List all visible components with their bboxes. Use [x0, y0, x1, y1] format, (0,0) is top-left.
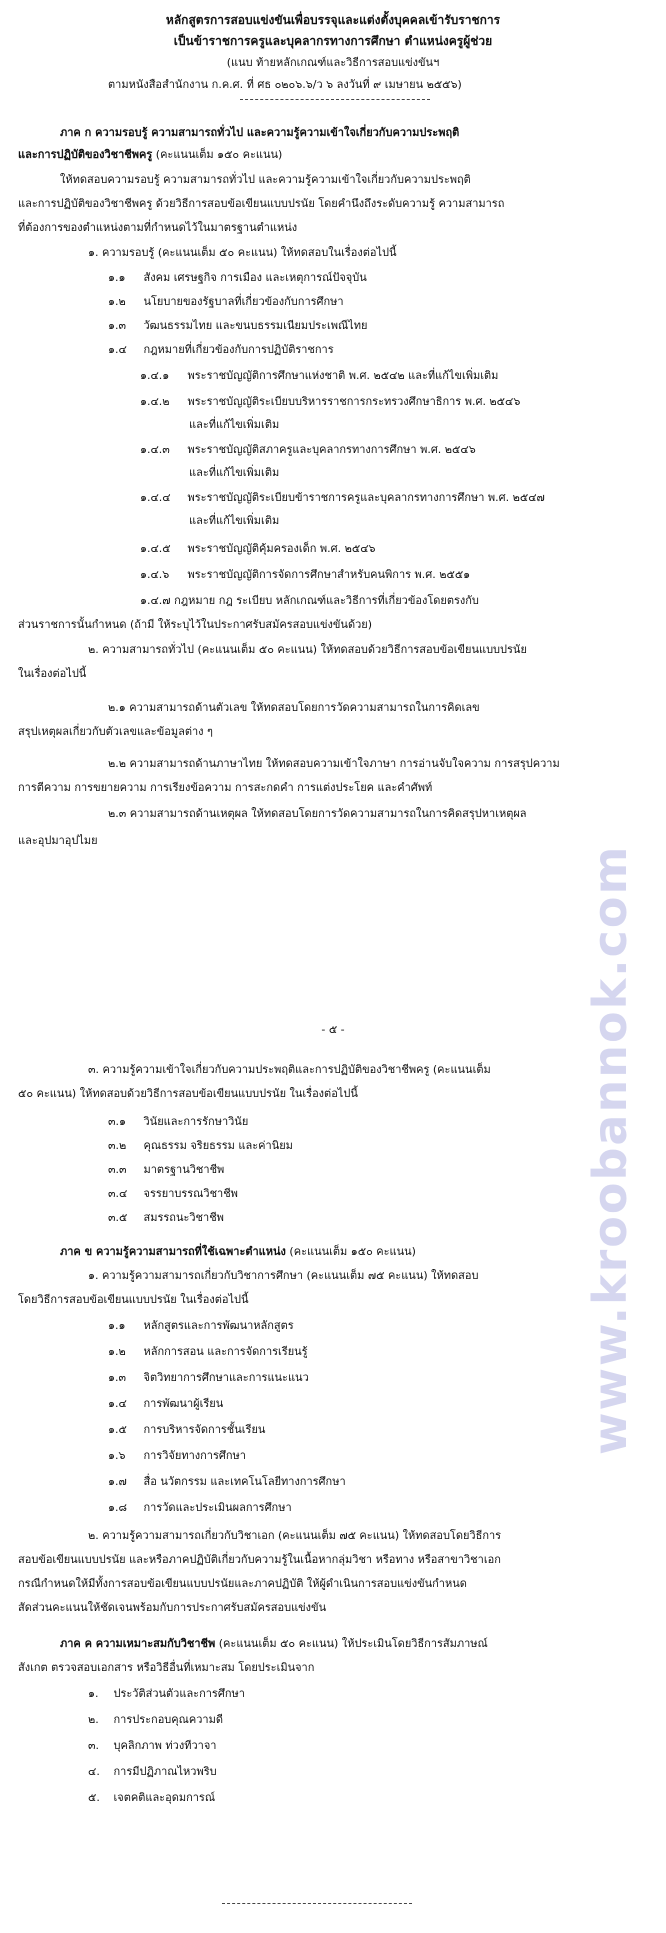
item-text: นโยบายของรัฐบาลที่เกี่ยวข้องกับการศึกษา: [143, 295, 344, 308]
part-a-intro-1: ให้ทดสอบความรอบรู้ ความสามารถทั่วไป และความรู้ความเข้าใจเกี่ยวกับความประพฤติ: [60, 173, 471, 186]
part-c-title-line: [60, 1636, 488, 1652]
law-number: ๑.๔.๑: [140, 369, 170, 382]
item-text: การมีปฏิภาณไหวพริบ: [113, 1765, 217, 1778]
item-text: การบริหารจัดการชั้นเรียน: [143, 1423, 266, 1436]
law-text-cont: และที่แก้ไขเพิ่มเติม: [189, 466, 280, 479]
item-text: มาตรฐานวิชาชีพ: [143, 1163, 225, 1176]
part-a-title-2-line: [18, 147, 282, 163]
item-text: สังคม เศรษฐกิจ การเมือง และเหตุการณ์ปัจจุบัน: [143, 271, 367, 284]
list-item: [108, 1344, 308, 1360]
item-text: หลักสูตรและการพัฒนาหลักสูตร: [143, 1319, 294, 1332]
doc-reference: ตามหนังสือสำนักงาน ก.ค.ศ. ที่ ศธ ๐๒๐๖.๖/ว ๖ ลงวันที่ ๙ เมษายน ๒๕๕๖): [108, 78, 462, 91]
item-number: ๑.๓: [108, 319, 126, 332]
part-b-section-1-line-1: ๑. ความรู้ความสามารถเกี่ยวกับวิชาการศึกษา (คะแนนเต็ม ๗๕ คะแนน) ให้ทดสอบ: [88, 1269, 479, 1282]
doc-subtitle: (แนบ ท้ายหลักเกณฑ์และวิธีการสอบแข่งขันฯ: [226, 56, 440, 69]
item-text: บุคลิกภาพ ท่วงทีวาจา: [113, 1739, 217, 1752]
law-item: [140, 442, 476, 458]
list-item: [108, 1474, 346, 1490]
law-text-cont: และที่แก้ไขเพิ่มเติม: [189, 514, 280, 527]
item-number: ๑.๑: [108, 271, 126, 284]
section-2-line-2: ในเรื่องต่อไปนี้: [18, 667, 87, 680]
part-a-title-2: และการปฏิบัติของวิชาชีพครู: [18, 148, 153, 161]
part-b-title-line: [60, 1244, 416, 1260]
page-number: - ๕ -: [321, 1023, 345, 1036]
list-item: [108, 1138, 293, 1154]
footer-divider: [222, 1903, 412, 1904]
item-number: ๓.๒: [108, 1139, 127, 1152]
law-number: ๑.๔.๓: [140, 443, 170, 456]
law-item: [140, 490, 545, 506]
list-item: [108, 1114, 248, 1130]
law-number: ๑.๔.๕: [140, 542, 171, 555]
law-text: พระราชบัญญัติสภาครูและบุคลากรทางการศึกษา พ.ศ. ๒๕๔๖: [187, 443, 476, 456]
part-b-section-2-line-1: ๒. ความรู้ความสามารถเกี่ยวกับวิชาเอก (คะแนนเต็ม ๗๕ คะแนน) ให้ทดสอบโดยวิธีการ: [88, 1529, 502, 1542]
section-2-2-line-1: ๒.๒ ความสามารถด้านภาษาไทย ให้ทดสอบความเข้าใจภาษา การอ่านจับใจความ การสรุปความ: [108, 757, 560, 770]
list-item: [108, 1448, 246, 1464]
item-number: ๒.: [88, 1713, 99, 1726]
item-number: ๓.๔: [108, 1187, 128, 1200]
section-3-line-1: ๓. ความรู้ความเข้าใจเกี่ยวกับความประพฤติและการปฏิบัติของวิชาชีพครู (คะแนนเต็ม: [88, 1063, 491, 1076]
part-b-section-2-line-3: กรณีกำหนดให้มีทั้งการสอบข้อเขียนแบบปรนัยและภาคปฏิบัติ ให้ผู้ดำเนินการสอบแข่งขันกำหนด: [18, 1577, 467, 1590]
item-text: จรรยาบรรณวิชาชีพ: [143, 1187, 238, 1200]
section-2-2-line-2: การตีความ การขยายความ การเรียงข้อความ การสะกดคำ การแต่งประโยค และคำศัพท์: [18, 781, 433, 794]
part-b-section-2-line-2: สอบข้อเขียนแบบปรนัย และหรือภาคปฏิบัติเกี่ยวกับความรู้ในเนื้อหากลุ่มวิชา หรือทาง หรือสาขาวิชาเอก: [18, 1553, 501, 1566]
part-a-intro-2: และการปฏิบัติของวิชาชีพครู ด้วยวิธีการสอบข้อเขียนแบบปรนัย โดยคำนึงถึงระดับความรู้ ความสามารถ: [18, 197, 505, 210]
law-item: [140, 567, 470, 583]
law-number: ๑.๔.๔: [140, 491, 171, 504]
item-text: วินัยและการรักษาวินัย: [143, 1115, 249, 1128]
law-text: พระราชบัญญัติการจัดการศึกษาสำหรับคนพิการ พ.ศ. ๒๕๕๑: [187, 568, 471, 581]
part-a-title-1: ภาค ก ความรอบรู้ ความสามารถทั่วไป และความรู้ความเข้าใจเกี่ยวกับความประพฤติ: [60, 126, 460, 139]
list-item: [108, 1500, 292, 1516]
list-item: [108, 1422, 265, 1438]
item-text: ประวัติส่วนตัวและการศึกษา: [113, 1687, 245, 1700]
list-item: [108, 270, 367, 286]
law-number: ๑.๔.๖: [140, 568, 170, 581]
item-number: ๑.๓: [108, 1371, 126, 1384]
item-number: ๓.๓: [108, 1163, 127, 1176]
list-item: [108, 294, 344, 310]
section-2-3-line-1: ๒.๓ ความสามารถด้านเหตุผล ให้ทดสอบโดยการวัดความสามารถในการคิดสรุปหาเหตุผล: [108, 807, 527, 820]
list-item: [108, 1370, 309, 1386]
section-2-1-line-1: ๒.๑ ความสามารถด้านตัวเลข ให้ทดสอบโดยการวัดความสามารถในการคิดเลข: [108, 701, 480, 714]
item-number: ๓.๕: [108, 1211, 128, 1224]
item-text: คุณธรรม จริยธรรม และค่านิยม: [143, 1139, 293, 1152]
part-b-title: ภาค ข ความรู้ความสามารถที่ใช้เฉพาะตำแหน่ง: [60, 1245, 286, 1258]
law-text: พระราชบัญญัติระเบียบข้าราชการครูและบุคลากรทางการศึกษา พ.ศ. ๒๕๔๗: [187, 491, 545, 504]
item-number: ๑.๑: [108, 1319, 126, 1332]
item-text: การวัดและประเมินผลการศึกษา: [143, 1501, 292, 1514]
law-item: [140, 368, 498, 384]
section-2-1-line-2: สรุปเหตุผลเกี่ยวกับตัวเลขและข้อมูลต่าง ๆ: [18, 725, 213, 738]
law-item: [140, 541, 376, 557]
doc-title-line-1: หลักสูตรการสอบแข่งขันเพื่อบรรจุและแต่งตั้งบุคคลเข้ารับราชการ: [165, 13, 501, 27]
list-item: [108, 1318, 294, 1334]
law-text: พระราชบัญญัติคุ้มครองเด็ก พ.ศ. ๒๕๔๖: [187, 542, 376, 555]
item-number: ๑.๔: [108, 1397, 127, 1410]
item-number: ๑.๒: [108, 295, 126, 308]
list-item: [88, 1764, 217, 1780]
list-item: [88, 1712, 223, 1728]
item-number: ๑.: [88, 1687, 99, 1700]
item-number: ๑.๒: [108, 1345, 126, 1358]
item-text: การพัฒนาผู้เรียน: [143, 1397, 224, 1410]
item-text: หลักการสอน และการจัดการเรียนรู้: [143, 1345, 308, 1358]
list-item: [108, 1186, 238, 1202]
item-number: ๑.๔: [108, 343, 127, 356]
watermark: www.kroobannok.com: [583, 844, 637, 1456]
part-b-section-1-line-2: โดยวิธีการสอบข้อเขียนแบบปรนัย ในเรื่องต่อไปนี้: [18, 1293, 249, 1306]
item-text: การวิจัยทางการศึกษา: [143, 1449, 246, 1462]
list-item: [108, 318, 367, 334]
list-item: [88, 1686, 245, 1702]
item-text: สื่อ นวัตกรรม และเทคโนโลยีทางการศึกษา: [143, 1475, 346, 1488]
item-text: การประกอบคุณความดี: [113, 1713, 223, 1726]
item-number: ๓.: [88, 1739, 100, 1752]
list-item: [108, 1210, 224, 1226]
part-c-score: (คะแนนเต็ม ๕๐ คะแนน) ให้ประเมินโดยวิธีการสัมภาษณ์: [218, 1637, 488, 1650]
item-text: จิตวิทยาการศึกษาและการแนะแนว: [143, 1371, 309, 1384]
item-number: ๑.๗: [108, 1475, 127, 1488]
part-a-score: (คะแนนเต็ม ๑๕๐ คะแนน): [155, 148, 283, 161]
law-item: [140, 394, 520, 410]
item-text: วัฒนธรรมไทย และขนบธรรมเนียมประเพณีไทย: [143, 319, 368, 332]
section-2-3-line-2: และอุปมาอุปไมย: [18, 834, 98, 847]
item-text: เจตคติและอุดมการณ์: [113, 1791, 216, 1804]
list-item: [108, 1162, 224, 1178]
section-3-line-2: ๕๐ คะแนน) ให้ทดสอบด้วยวิธีการสอบข้อเขียนแบบปรนัย ในเรื่องต่อไปนี้: [18, 1087, 358, 1100]
item-text: กฎหมายที่เกี่ยวข้องกับการปฏิบัติราชการ: [143, 343, 334, 356]
part-a-intro-3: ที่ต้องการของตำแหน่งตามที่กำหนดไว้ในมาตรฐานตำแหน่ง: [18, 221, 298, 234]
item-number: ๕.: [88, 1791, 100, 1804]
list-item: [108, 1396, 223, 1412]
section-2-line-1: ๒. ความสามารถทั่วไป (คะแนนเต็ม ๕๐ คะแนน) ให้ทดสอบด้วยวิธีการสอบข้อเขียนแบบปรนัย: [88, 643, 527, 656]
law-text-cont: และที่แก้ไขเพิ่มเติม: [189, 418, 280, 431]
item-number: ๑.๕: [108, 1423, 127, 1436]
item-number: ๓.๑: [108, 1115, 126, 1128]
part-b-score: (คะแนนเต็ม ๑๕๐ คะแนน): [289, 1245, 416, 1258]
list-item: [108, 342, 334, 358]
list-item: [88, 1790, 215, 1806]
item-number: ๑.๘: [108, 1501, 127, 1514]
part-b-section-2-line-4: สัดส่วนคะแนนให้ชัดเจนพร้อมกับการประกาศรับสมัครสอบแข่งขัน: [18, 1601, 327, 1614]
part-c-line-2: สังเกต ตรวจสอบเอกสาร หรือวิธีอื่นที่เหมาะสม โดยประเมินจาก: [18, 1661, 315, 1674]
list-item: [88, 1738, 216, 1754]
header-divider: [240, 99, 430, 100]
part-c-title: ภาค ค ความเหมาะสมกับวิชาชีพ: [60, 1637, 216, 1650]
item-text: สมรรถนะวิชาชีพ: [143, 1211, 224, 1224]
section-1-heading: ๑. ความรอบรู้ (คะแนนเต็ม ๕๐ คะแนน) ให้ทดสอบในเรื่องต่อไปนี้: [88, 246, 397, 259]
item-number: ๑.๖: [108, 1449, 126, 1462]
law-number: ๑.๔.๒: [140, 395, 170, 408]
law-147-line-2: ส่วนราชการนั้นกำหนด (ถ้ามี ให้ระบุไว้ในประกาศรับสมัครสอบแข่งขันด้วย): [18, 618, 373, 631]
doc-title-line-2: เป็นข้าราชการครูและบุคลากรทางการศึกษา ตำแหน่งครูผู้ช่วย: [173, 34, 493, 48]
law-147-line-1: ๑.๔.๗ กฎหมาย กฎ ระเบียบ หลักเกณฑ์และวิธีการที่เกี่ยวข้องโดยตรงกับ: [140, 594, 479, 607]
law-text: พระราชบัญญัติระเบียบบริหารราชการกระทรวงศึกษาธิการ พ.ศ. ๒๕๔๖: [187, 395, 521, 408]
law-text: พระราชบัญญัติการศึกษาแห่งชาติ พ.ศ. ๒๕๔๒ และที่แก้ไขเพิ่มเติม: [187, 369, 499, 382]
item-number: ๔.: [88, 1765, 100, 1778]
